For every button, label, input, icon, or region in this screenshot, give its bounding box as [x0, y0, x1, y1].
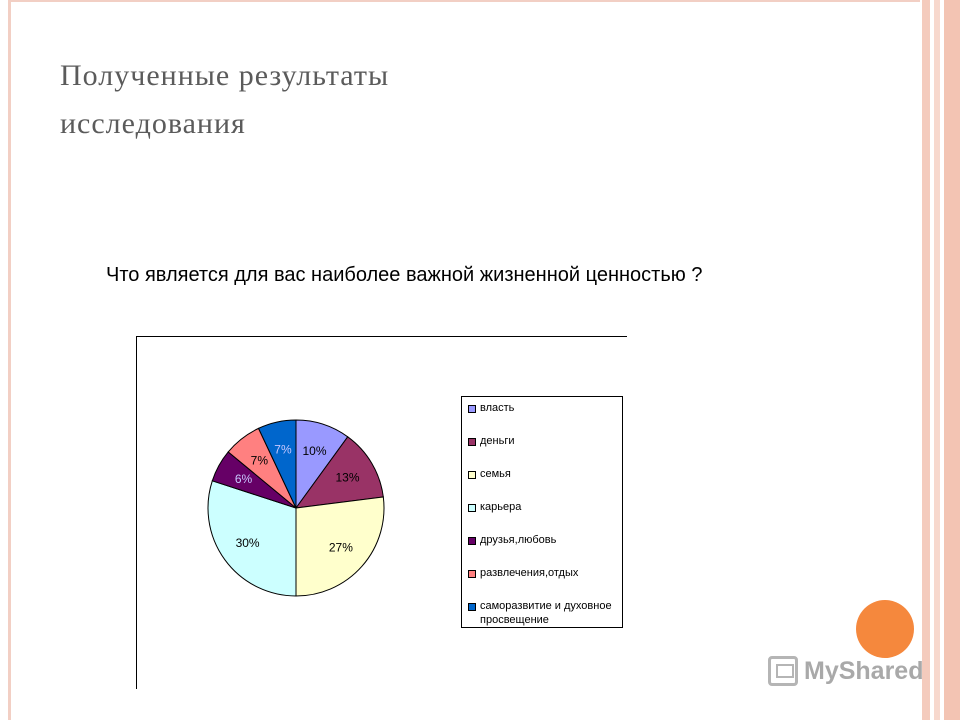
decor-stripe [944, 0, 960, 720]
legend-label: карьера [480, 501, 522, 513]
legend-label: развлечения,отдых [480, 567, 579, 579]
pie-data-label: 13% [335, 470, 360, 485]
legend-item [468, 599, 630, 627]
pie-data-label: 7% [250, 453, 268, 468]
pie-data-label: 30% [235, 536, 260, 551]
legend-item [468, 434, 630, 448]
pie-data-label: 6% [234, 472, 253, 487]
watermark-brand: MyShared [804, 656, 924, 685]
slide-frame-left [8, 0, 11, 720]
pie-data-label: 27% [328, 540, 353, 555]
legend-item [468, 467, 630, 481]
survey-question: Что является для вас наиболее важной жизненной ценностью ? [106, 264, 703, 286]
legend-swatch [468, 537, 476, 545]
legend-label: друзья,любовь [480, 534, 557, 546]
legend-label: деньги [480, 435, 515, 447]
legend-swatch [468, 471, 476, 479]
legend-label: саморазвитие и духовное просвещение [480, 600, 612, 626]
legend-swatch [468, 405, 476, 413]
legend-swatch [468, 504, 476, 512]
pie-data-label: 7% [274, 442, 292, 457]
pie-data-label: 10% [302, 444, 327, 459]
legend-item [468, 533, 630, 547]
legend-label: власть [480, 402, 515, 414]
legend-swatch [468, 438, 476, 446]
presentation-icon [768, 656, 798, 686]
chart-legend [461, 396, 623, 628]
decor-stripe [922, 0, 930, 720]
legend-swatch [468, 570, 476, 578]
legend-swatch [468, 603, 476, 611]
title-line-2: исследования [60, 107, 246, 140]
slide-title [60, 52, 820, 148]
watermark-logo [768, 656, 923, 686]
legend-label: семья [480, 468, 511, 480]
decor-stripe [934, 0, 940, 720]
legend-item [468, 401, 630, 415]
slide-frame-top [8, 0, 920, 2]
legend-item [468, 500, 630, 514]
accent-dot [856, 600, 914, 658]
legend-item [468, 566, 630, 580]
title-line-1: Полученные результаты [60, 59, 390, 92]
